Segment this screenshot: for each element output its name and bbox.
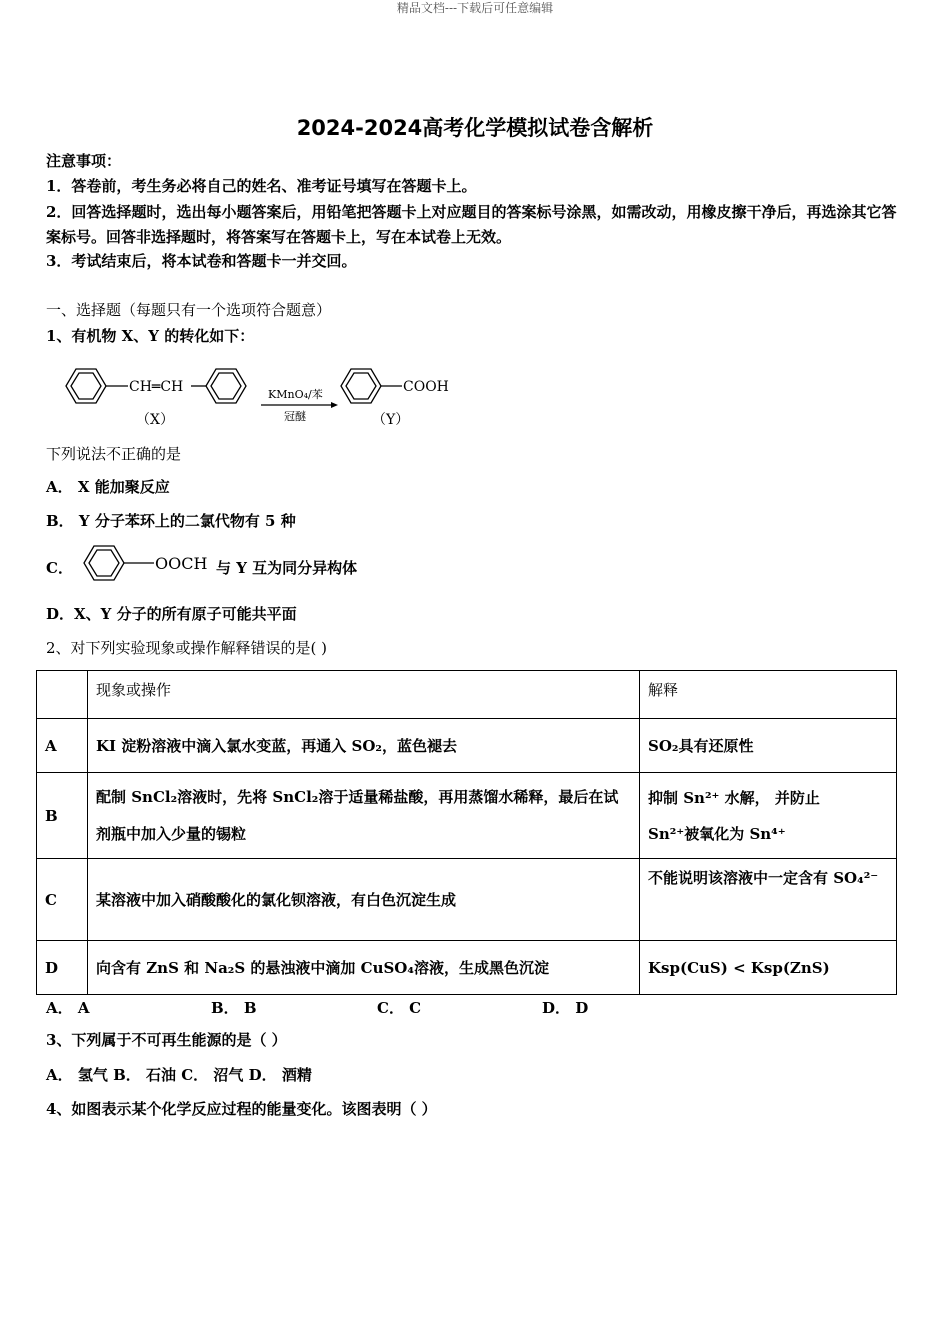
benzene-ring-y	[341, 369, 381, 403]
row-op: 某溶液中加入硝酸酸化的氯化钡溶液，有白色沉淀生成	[88, 859, 640, 941]
reagent-bottom: 冠醚	[284, 410, 306, 423]
q2-table	[36, 670, 897, 995]
table-header-exp: 解释	[640, 671, 897, 719]
q1-question: 下列说法不正确的是	[46, 445, 182, 463]
notice-item-1: 1．答卷前，考生务必将自己的姓名、准考证号填写在答题卡上。	[46, 177, 477, 195]
q2-option-d: D． D	[542, 999, 589, 1017]
q1-option-d: D．X、Y 分子的所有原子可能共平面	[46, 605, 297, 623]
row-exp	[640, 773, 897, 859]
row-key: A	[37, 719, 88, 773]
notice-heading: 注意事项：	[46, 152, 122, 170]
notice-item-3: 3．考试结束后，将本试卷和答题卡一并交回。	[46, 252, 357, 270]
row-op: 配制 SnCl₂溶液时，先将 SnCl₂溶于适量稀盐酸，再用蒸馏水稀释，最后在试剂瓶中加入少量的锡粒	[88, 773, 640, 859]
table-row	[37, 859, 897, 941]
arrow-head	[331, 402, 338, 408]
table-header-empty	[37, 671, 88, 719]
q3-options: A． 氢气 B． 石油 C． 沼气 D． 酒精	[46, 1066, 312, 1084]
row-exp: SO₂具有还原性	[640, 719, 897, 773]
page-title: 2024-2024高考化学模拟试卷含解析	[296, 116, 654, 140]
q1-option-b: B． Y 分子苯环上的二氯代物有 5 种	[46, 512, 296, 530]
row-exp-line-1: 抑制 Sn²⁺ 水解， 并防止	[648, 788, 820, 807]
q2-stem: 2、对下列实验现象或操作解释错误的是( )	[46, 639, 328, 657]
q1-option-a: A． X 能加聚反应	[46, 478, 170, 496]
q1-option-c-label: C．	[46, 559, 73, 577]
table-header-row	[37, 671, 897, 719]
notice-item-2: 2．回答选择题时，选出每小题答案后，用铅笔把答题卡上对应题目的答案标号涂黑，如需改动，用橡皮擦干净后，再选涂其它答案标号。回答非选择题时，将答案写在答题卡上，写在本试卷上无效。	[46, 203, 897, 246]
reagent-top: KMnO₄/苯	[268, 388, 323, 401]
row-key: B	[37, 773, 88, 859]
q4-stem: 4、如图表示某个化学反应过程的能量变化。该图表明（ ）	[46, 1100, 437, 1118]
table-row	[37, 773, 897, 859]
row-exp: 不能说明该溶液中一定含有 SO₄²⁻	[640, 859, 897, 941]
reaction-scheme	[46, 358, 466, 430]
row-exp: Ksp(CuS) < Ksp(ZnS)	[640, 941, 897, 995]
y-label: （Y）	[372, 412, 410, 428]
q2-option-a: A． A	[46, 999, 90, 1017]
q1-stem: 1、有机物 X、Y 的转化如下：	[46, 327, 255, 345]
q2-option-c: C． C	[377, 999, 422, 1017]
page-header: 精品文档---下载后可任意编辑	[396, 1, 554, 15]
row-key: D	[37, 941, 88, 995]
row-op: 向含有 ZnS 和 Na₂S 的悬浊液中滴加 CuSO₄溶液，生成黑色沉淀	[88, 941, 640, 995]
benzene-ring-x-right	[206, 369, 246, 403]
table-row	[37, 719, 897, 773]
row-exp-line-2: Sn²⁺被氧化为 Sn⁴⁺	[648, 824, 786, 843]
y-carboxyl-group: COOH	[403, 379, 449, 395]
benzene-ring-x-left	[66, 369, 106, 403]
table-header-op: 现象或操作	[88, 671, 640, 719]
table-row	[37, 941, 897, 995]
q2-option-b: B． B	[211, 999, 257, 1017]
q1-option-c-structure	[80, 540, 215, 586]
row-op: KI 淀粉溶液中滴入氯水变蓝，再通入 SO₂，蓝色褪去	[88, 719, 640, 773]
c-ester-group: OOCH	[155, 554, 208, 573]
q3-stem: 3、下列属于不可再生能源的是（ ）	[46, 1031, 287, 1049]
x-label: （X）	[136, 412, 174, 428]
x-vinylene-group: CH═CH	[129, 379, 184, 395]
section-heading: 一、选择题（每题只有一个选项符合题意）	[46, 301, 332, 319]
row-key: C	[37, 859, 88, 941]
q1-option-c-text: 与 Y 互为同分异构体	[216, 559, 358, 577]
